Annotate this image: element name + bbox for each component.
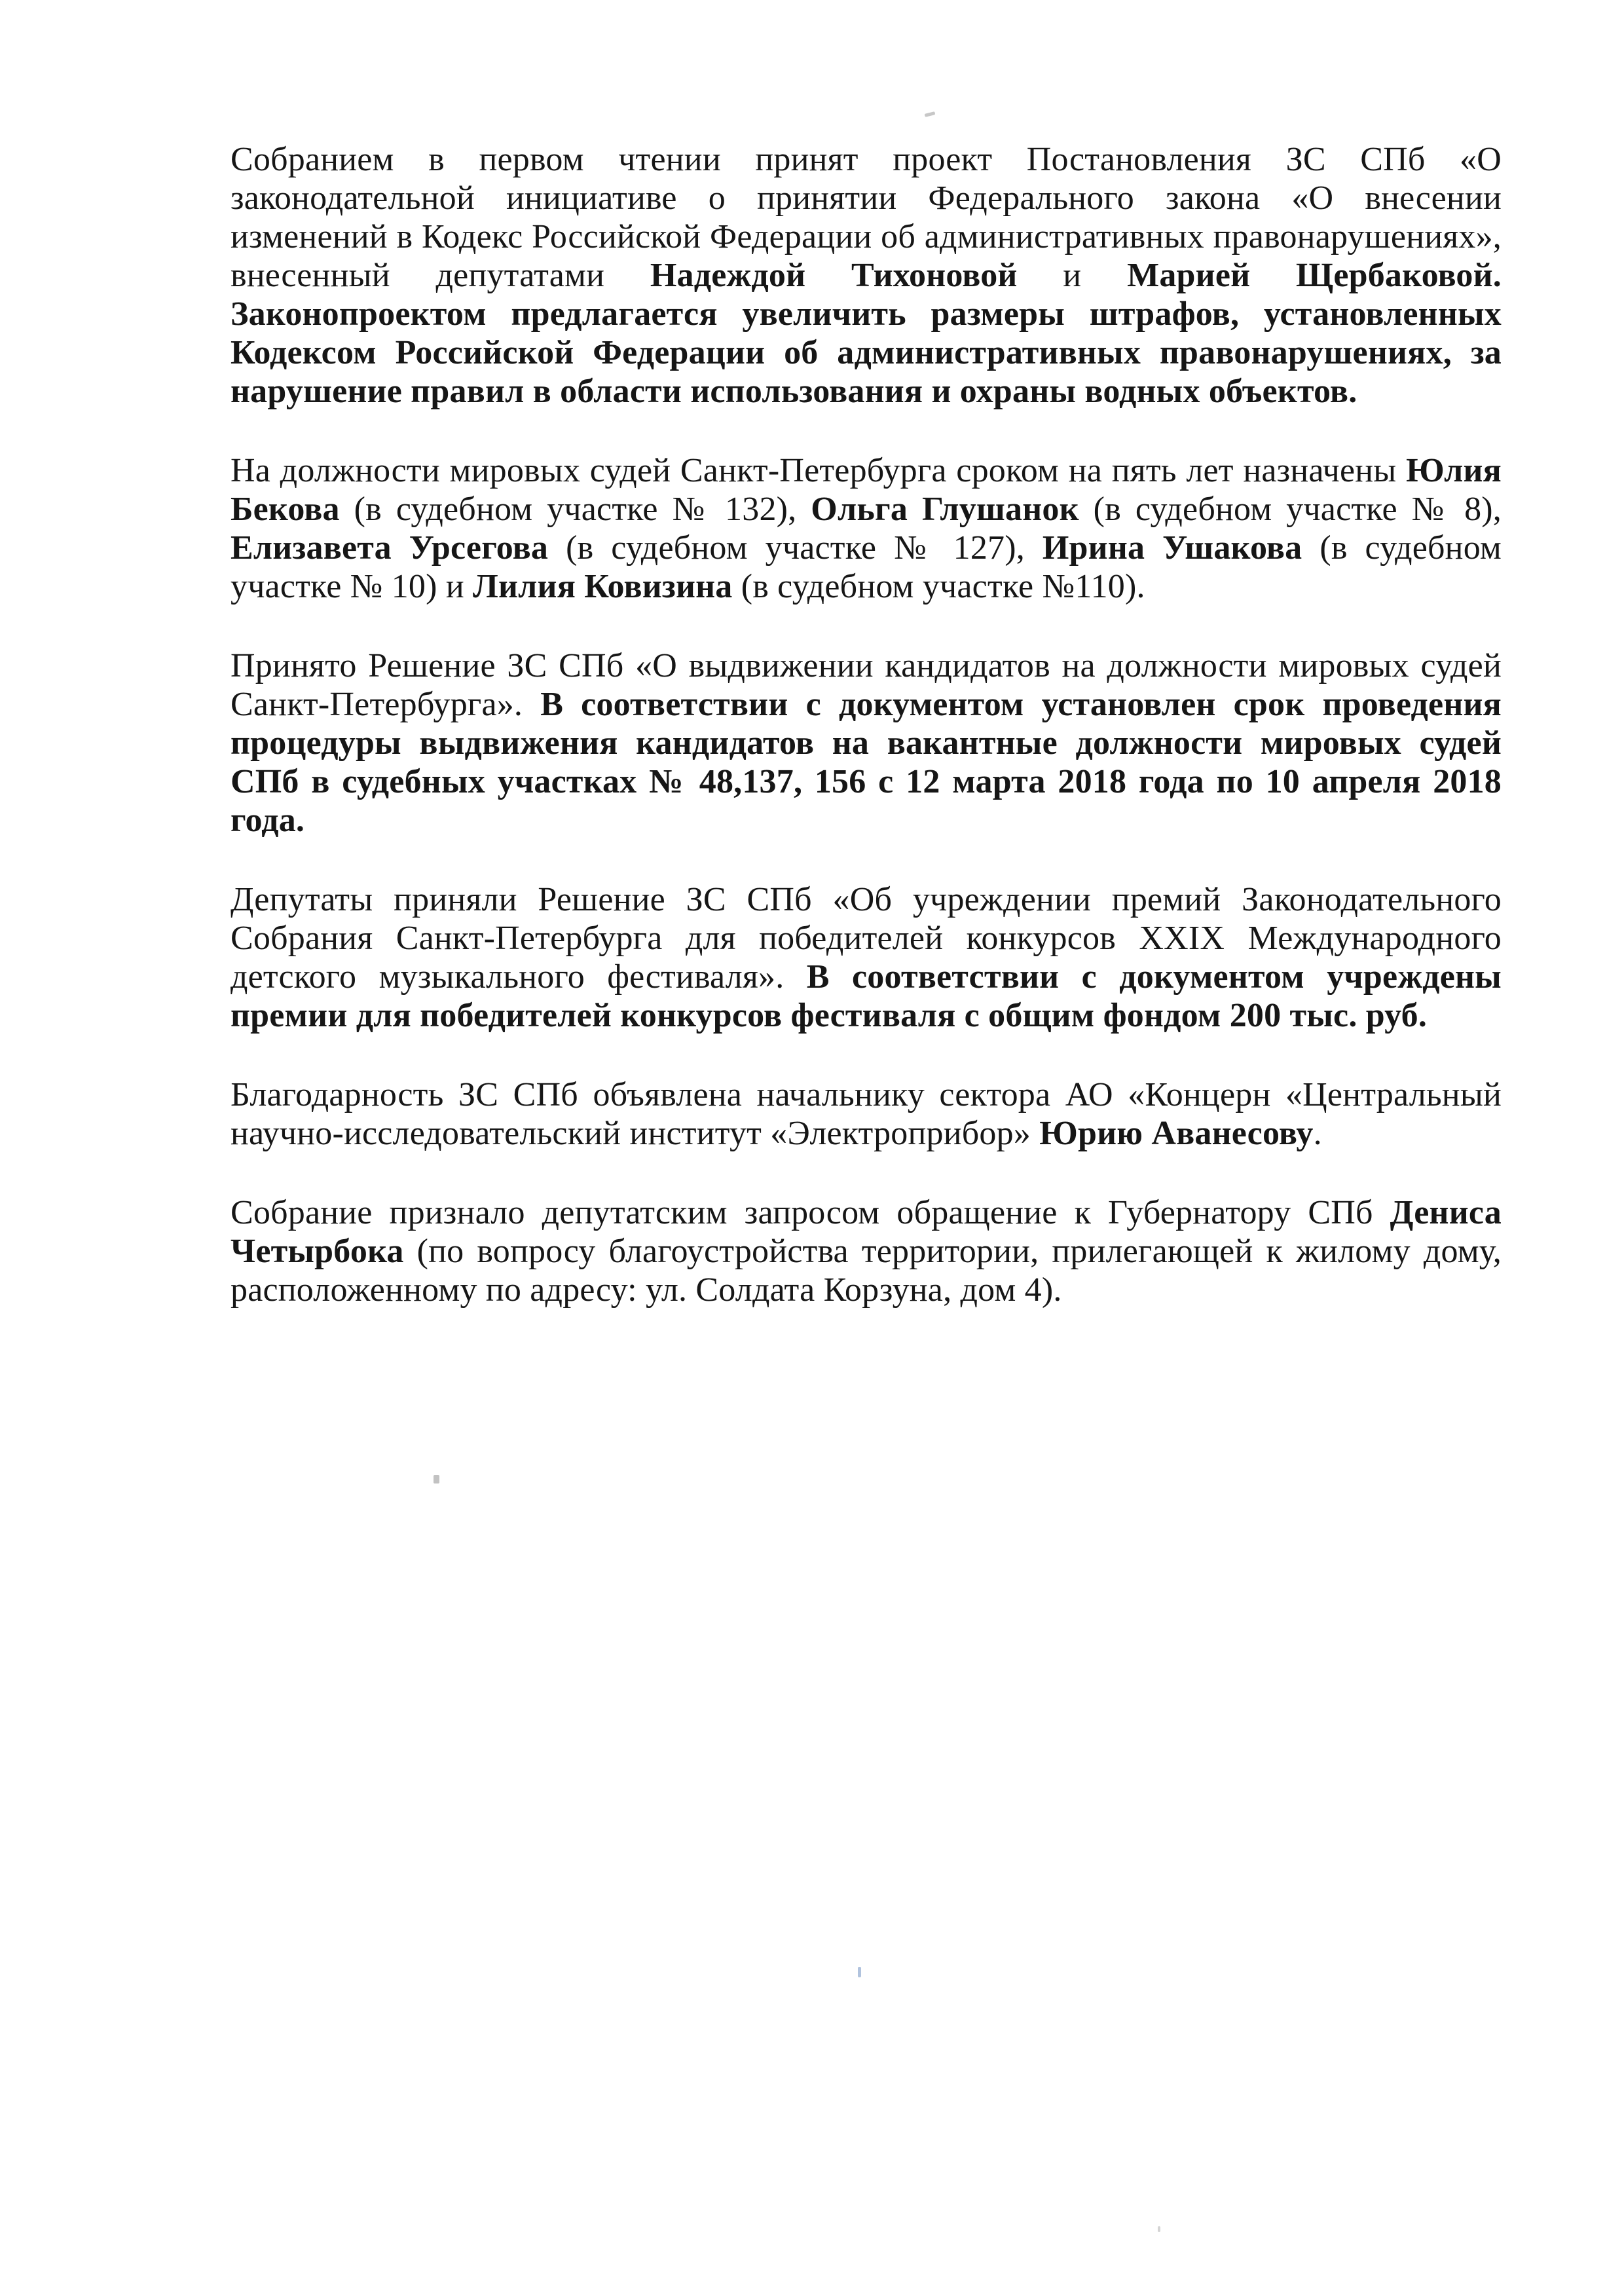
document-body (231, 140, 1502, 1309)
text-run: и (1017, 257, 1128, 294)
paragraph (231, 1193, 1502, 1309)
paragraph (231, 451, 1502, 606)
text-run-bold: Надеждой Тихоновой (650, 257, 1018, 294)
text-run: Собранием в первом чтении принят проект Постановления ЗС СПб «О законодательной инициативе о принятии Федерального закона «О внесении изменений в Кодекс Российской Федерации об административных правонарушениях», внесенный депутатами (231, 141, 1502, 294)
text-run: Депутаты приняли Решение ЗС СПб «Об учреждении премий Законодательного Собрания Санкт-Петербурга для победителей конкурсов XXIX Международного детского музыкального фестиваля». (231, 881, 1502, 996)
text-run: (по вопросу благоустройства территории, прилегающей к жилому дому, расположенному по адресу: ул. Солдата Корзуна, дом 4). (231, 1233, 1502, 1309)
text-run-bold: Юлия Бекова (231, 452, 1502, 528)
text-run: (в судебном участке № 127), (548, 529, 1043, 567)
text-run-bold: Ирина Ушакова (1042, 529, 1302, 567)
text-run: Собрание признало депутатским запросом обращение к Губернатору СПб (231, 1194, 1390, 1231)
text-run-bold: Марией Щербаковой. Законопроектом предлагается увеличить размеры штрафов, установленных Кодексом Российской Федерации об административных правонарушениях, за нарушение правил в области использования и охраны водных объектов. (231, 257, 1502, 410)
paragraph (231, 1075, 1502, 1153)
text-run-bold: Юрию Аванесову (1039, 1115, 1314, 1152)
text-run: Благодарность ЗС СПб объявлена начальнику сектора АО «Концерн «Центральный научно-исследовательский институт «Электроприбор» (231, 1076, 1502, 1152)
text-run-bold: Елизавета Урсегова (231, 529, 549, 567)
text-run: Принято Решение ЗС СПб «О выдвижении кандидатов на должности мировых судей Санкт-Петербурга». (231, 647, 1502, 723)
text-run-bold: Ольга Глушанок (811, 491, 1079, 528)
text-run: (в судебном участке №110). (732, 568, 1145, 605)
scan-artifact-speck (858, 1967, 861, 1977)
paragraph (231, 646, 1502, 840)
text-run: . (1313, 1115, 1322, 1152)
text-run-bold: В соответствии с документом установлен срок проведения процедуры выдвижения кандидатов на вакантные должности мировых судей СПб в судебных участках № 48,137, 156 с 12 марта 2018 года по 10 апреля 2018 года. (231, 686, 1502, 839)
text-run: На должности мировых судей Санкт-Петербурга сроком на пять лет назначены (231, 452, 1407, 489)
text-run: (в судебном участке № 10) и (231, 529, 1502, 605)
text-run: (в судебном участке № 132), (339, 491, 811, 528)
text-run-bold: Дениса Четырбока (231, 1194, 1502, 1270)
text-run: (в судебном участке № 8), (1079, 491, 1502, 528)
paragraph (231, 880, 1502, 1035)
scan-artifact-speck (925, 111, 936, 117)
text-run-bold: В соответствии с документом учреждены премии для победителей конкурсов фестиваля с общим фондом 200 тыс. руб. (231, 958, 1502, 1034)
scan-artifact-speck (434, 1475, 439, 1483)
paragraph (231, 140, 1502, 411)
scan-artifact-speck (1158, 2226, 1160, 2232)
text-run-bold: Лилия Ковизина (473, 568, 733, 605)
